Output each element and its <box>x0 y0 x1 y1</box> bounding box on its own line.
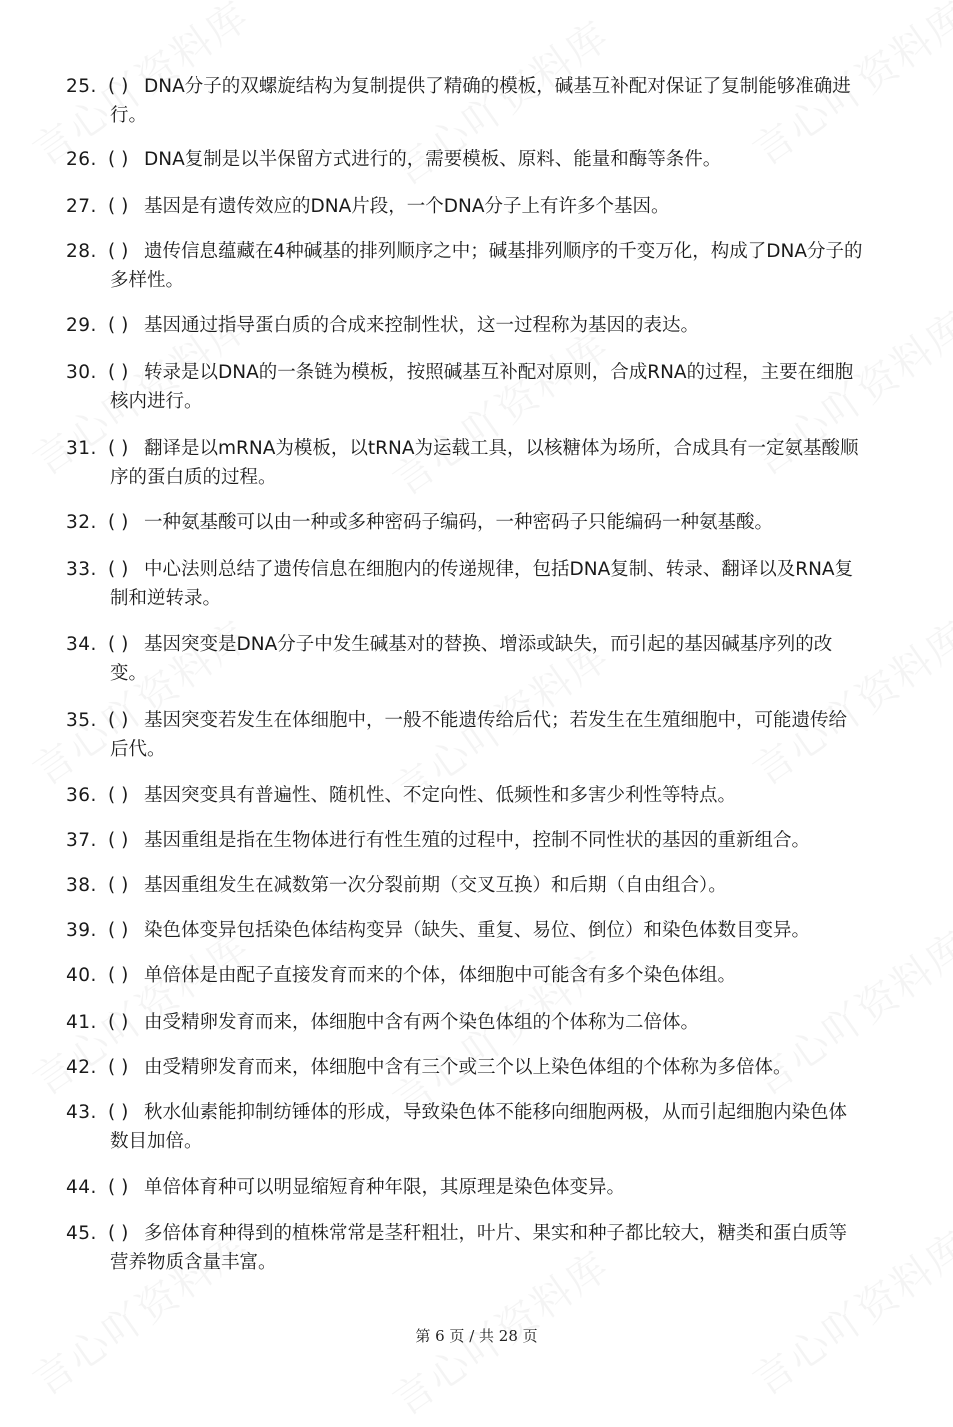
answer-blank: ( ) <box>108 241 129 262</box>
question-text-continued: 后代。 <box>110 739 166 760</box>
question-text-continued: 制和逆转录。 <box>110 588 222 609</box>
question-item <box>66 1008 896 1037</box>
question-number: 32. <box>66 512 97 533</box>
question-item <box>66 1053 896 1082</box>
question-text-continued: 数目加倍。 <box>110 1131 203 1152</box>
question-text: 基因突变具有普遍性、随机性、不定向性、低频性和多害少利性等特点。 <box>144 785 737 806</box>
question-text-continued: 行。 <box>110 105 148 126</box>
question-item <box>66 72 896 130</box>
answer-blank: ( ) <box>108 965 129 986</box>
answer-blank: ( ) <box>108 315 129 336</box>
answer-blank: ( ) <box>108 438 129 459</box>
answer-blank: ( ) <box>108 1102 129 1123</box>
answer-blank: ( ) <box>108 710 129 731</box>
question-text: 转录是以DNA的一条链为模板，按照碱基互补配对原则，合成RNA的过程，主要在细胞 <box>144 362 854 383</box>
question-text: 由受精卵发育而来，体细胞中含有两个染色体组的个体称为二倍体。 <box>144 1012 700 1033</box>
answer-blank: ( ) <box>108 512 129 533</box>
question-text: DNA复制是以半保留方式进行的，需要模板、原料、能量和酶等条件。 <box>144 149 722 170</box>
question-item <box>66 1219 896 1277</box>
question-text: 单倍体是由配子直接发育而来的个体，体细胞中可能含有多个染色体组。 <box>144 965 737 986</box>
question-item <box>66 781 896 810</box>
answer-blank: ( ) <box>108 1177 129 1198</box>
question-text: 基因重组发生在减数第一次分裂前期（交叉互换）和后期（自由组合）。 <box>144 875 727 896</box>
question-item <box>66 434 896 492</box>
question-item <box>66 358 896 416</box>
question-item <box>66 145 896 174</box>
answer-blank: ( ) <box>108 1223 129 1244</box>
question-item <box>66 1173 896 1202</box>
question-text: 单倍体育种可以明显缩短育种年限，其原理是染色体变异。 <box>144 1177 626 1198</box>
question-number: 38. <box>66 875 97 896</box>
question-item <box>66 961 896 990</box>
question-text: 中心法则总结了遗传信息在细胞内的传递规律，包括DNA复制、转录、翻译以及RNA复 <box>144 559 854 580</box>
question-text: 秋水仙素能抑制纺锤体的形成，导致染色体不能移向细胞两极，从而引起细胞内染色体 <box>144 1102 848 1123</box>
question-item <box>66 916 896 945</box>
question-number: 45. <box>66 1223 97 1244</box>
question-text: 染色体变异包括染色体结构变异（缺失、重复、易位、倒位）和染色体数目变异。 <box>144 920 811 941</box>
question-text: 遗传信息蕴藏在4种碱基的排列顺序之中；碱基排列顺序的千变万化，构成了DNA分子的 <box>144 241 863 262</box>
question-number: 28. <box>66 241 97 262</box>
question-number: 44. <box>66 1177 97 1198</box>
question-text: 翻译是以mRNA为模板，以tRNA为运载工具，以核糖体为场所，合成具有一定氨基酸顺 <box>144 438 859 459</box>
answer-blank: ( ) <box>108 1012 129 1033</box>
answer-blank: ( ) <box>108 76 129 97</box>
question-number: 31. <box>66 438 97 459</box>
question-number: 37. <box>66 830 97 851</box>
answer-blank: ( ) <box>108 149 129 170</box>
question-item <box>66 630 896 688</box>
answer-blank: ( ) <box>108 920 129 941</box>
question-text: DNA分子的双螺旋结构为复制提供了精确的模板，碱基互补配对保证了复制能够准确进 <box>144 76 851 97</box>
question-text: 基因突变是DNA分子中发生碱基对的替换、增添或缺失，而引起的基因碱基序列的改 <box>144 634 833 655</box>
question-text: 基因重组是指在生物体进行有性生殖的过程中，控制不同性状的基因的重新组合。 <box>144 830 811 851</box>
question-item <box>66 192 896 221</box>
question-item <box>66 706 896 764</box>
question-number: 35. <box>66 710 97 731</box>
answer-blank: ( ) <box>108 875 129 896</box>
question-text: 基因是有遗传效应的DNA片段，一个DNA分子上有许多个基因。 <box>144 196 670 217</box>
question-number: 34. <box>66 634 97 655</box>
question-text-continued: 核内进行。 <box>110 391 203 412</box>
page-number-label: 第 6 页 / 共 28 页 <box>415 1327 538 1345</box>
question-text-continued: 营养物质含量丰富。 <box>110 1252 277 1273</box>
answer-blank: ( ) <box>108 785 129 806</box>
question-text-continued: 序的蛋白质的过程。 <box>110 467 277 488</box>
question-item <box>66 1098 896 1156</box>
question-item <box>66 826 896 855</box>
question-number: 27. <box>66 196 97 217</box>
page-footer <box>0 1325 953 1346</box>
question-text: 多倍体育种得到的植株常常是茎秆粗壮，叶片、果实和种子都比较大，糖类和蛋白质等 <box>144 1223 848 1244</box>
question-number: 33. <box>66 559 97 580</box>
question-number: 26. <box>66 149 97 170</box>
question-text-continued: 多样性。 <box>110 270 185 291</box>
question-number: 36. <box>66 785 97 806</box>
question-number: 30. <box>66 362 97 383</box>
question-text: 基因通过指导蛋白质的合成来控制性状，这一过程称为基因的表达。 <box>144 315 700 336</box>
question-item <box>66 508 896 537</box>
question-number: 41. <box>66 1012 97 1033</box>
question-number: 25. <box>66 76 97 97</box>
question-text: 由受精卵发育而来，体细胞中含有三个或三个以上染色体组的个体称为多倍体。 <box>144 1057 792 1078</box>
question-number: 39. <box>66 920 97 941</box>
question-text-continued: 变。 <box>110 663 148 684</box>
question-item <box>66 311 896 340</box>
question-number: 40. <box>66 965 97 986</box>
question-item <box>66 237 896 295</box>
question-item <box>66 555 896 613</box>
answer-blank: ( ) <box>108 559 129 580</box>
question-text: 基因突变若发生在体细胞中，一般不能遗传给后代；若发生在生殖细胞中，可能遗传给 <box>144 710 848 731</box>
question-text: 一种氨基酸可以由一种或多种密码子编码，一种密码子只能编码一种氨基酸。 <box>144 512 774 533</box>
question-number: 42. <box>66 1057 97 1078</box>
question-number: 43. <box>66 1102 97 1123</box>
answer-blank: ( ) <box>108 196 129 217</box>
answer-blank: ( ) <box>108 362 129 383</box>
question-item <box>66 871 896 900</box>
answer-blank: ( ) <box>108 830 129 851</box>
answer-blank: ( ) <box>108 1057 129 1078</box>
answer-blank: ( ) <box>108 634 129 655</box>
question-number: 29. <box>66 315 97 336</box>
